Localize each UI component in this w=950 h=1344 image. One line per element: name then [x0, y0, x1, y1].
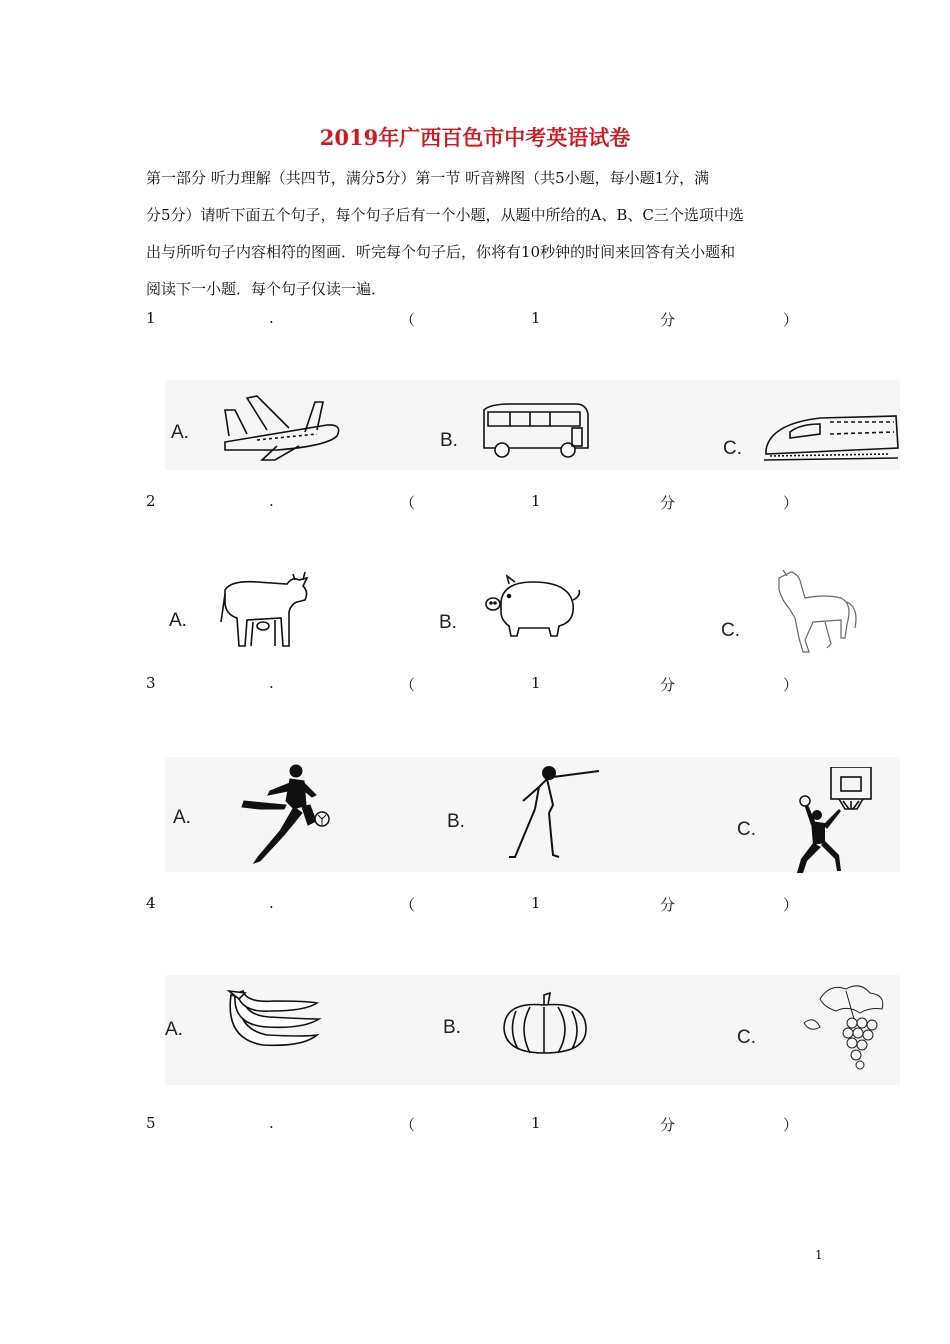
close-paren: ） [783, 676, 799, 694]
question-number: 3 [146, 674, 156, 692]
close-paren: ） [783, 1116, 799, 1134]
question-2-options [165, 562, 900, 662]
question-dot: . [269, 309, 274, 327]
open-paren: （ [400, 311, 416, 329]
question-dot: . [269, 492, 274, 510]
question-3-line [0, 674, 950, 696]
option-a-label[interactable]: A. [173, 807, 191, 828]
pumpkin-icon[interactable] [500, 991, 590, 1057]
instructions-line: 分5分）请听下面五个句子，每个句子后有一个小题，从题中所给的A、B、C三个选项中选 [146, 206, 744, 224]
question-number: 1 [146, 309, 156, 327]
cow-icon[interactable] [217, 566, 317, 650]
basketball-player-icon[interactable] [795, 767, 885, 875]
option-c-label[interactable]: C. [737, 819, 756, 840]
open-paren: （ [400, 494, 416, 512]
horse-icon[interactable] [765, 568, 861, 656]
grapes-icon[interactable] [800, 979, 892, 1079]
score-unit: 分 [660, 494, 676, 512]
question-4-line [0, 894, 950, 916]
option-c-label[interactable]: C. [737, 1027, 756, 1048]
page-number: 1 [815, 1248, 823, 1262]
score-unit: 分 [660, 1116, 676, 1134]
score-unit: 分 [660, 676, 676, 694]
question-4-options [165, 975, 900, 1085]
option-b-label[interactable]: B. [447, 811, 465, 832]
instructions-line: 出与所听句子内容相符的图画．听完每个句子后，你将有10秒钟的时间来回答有关小题和 [146, 243, 736, 261]
question-1-line [0, 309, 950, 331]
question-score: 1 [531, 309, 541, 327]
option-b-label[interactable]: B. [440, 430, 458, 451]
question-score: 1 [531, 894, 541, 912]
question-5-line [0, 1114, 950, 1136]
question-number: 5 [146, 1114, 156, 1132]
open-paren: （ [400, 1116, 416, 1134]
option-a-label[interactable]: A. [165, 1019, 183, 1040]
question-dot: . [269, 894, 274, 912]
question-3-options [165, 757, 900, 872]
option-c-label[interactable]: C. [723, 438, 742, 459]
skater-icon[interactable] [495, 763, 605, 863]
pig-icon[interactable] [483, 572, 583, 638]
question-1-options [165, 380, 900, 470]
question-score: 1 [531, 492, 541, 510]
question-number: 2 [146, 492, 156, 510]
score-unit: 分 [660, 311, 676, 329]
option-b-label[interactable]: B. [439, 612, 457, 633]
instructions-line: 阅读下一小题．每个句子仅读一遍． [146, 280, 387, 298]
question-score: 1 [531, 1114, 541, 1132]
soccer-player-icon[interactable] [240, 761, 330, 869]
bananas-icon[interactable] [223, 989, 323, 1055]
option-c-label[interactable]: C. [721, 620, 740, 641]
open-paren: （ [400, 676, 416, 694]
question-dot: . [269, 1114, 274, 1132]
instructions [146, 160, 806, 308]
page-title: 2019年广西百色市中考英语试卷 [319, 125, 631, 150]
question-2-line [0, 492, 950, 514]
option-a-label[interactable]: A. [169, 610, 187, 631]
open-paren: （ [400, 896, 416, 914]
option-a-label[interactable]: A. [171, 422, 189, 443]
question-dot: . [269, 674, 274, 692]
question-number: 4 [146, 894, 156, 912]
option-b-label[interactable]: B. [443, 1017, 461, 1038]
score-unit: 分 [660, 896, 676, 914]
train-icon[interactable] [760, 410, 900, 466]
instructions-line: 第一部分 听力理解（共四节，满分5分）第一节 听音辨图（共5小题，每小题1分，满 [146, 169, 710, 187]
bus-icon[interactable] [480, 402, 592, 462]
close-paren: ） [783, 494, 799, 512]
question-score: 1 [531, 674, 541, 692]
close-paren: ） [783, 896, 799, 914]
close-paren: ） [783, 311, 799, 329]
airplane-icon[interactable] [217, 380, 347, 462]
